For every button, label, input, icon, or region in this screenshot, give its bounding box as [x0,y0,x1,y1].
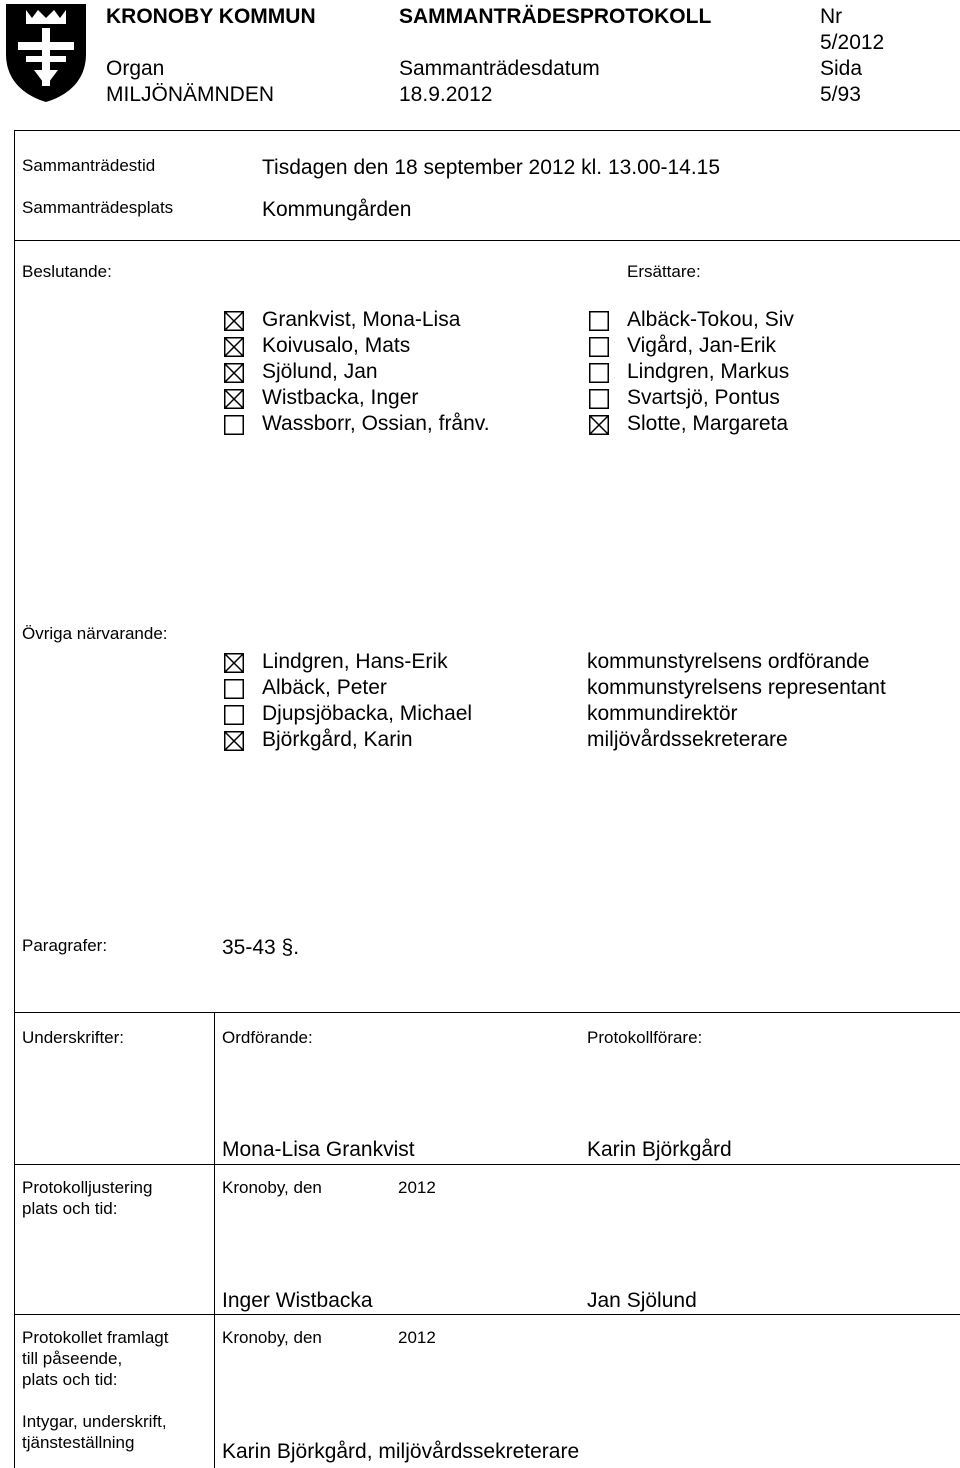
adjuster-2-name: Jan Sjölund [587,1289,697,1312]
adjust-divider [14,1164,960,1165]
meeting-time-label: Sammanträdestid [22,156,156,175]
public-label-line3: plats och tid: [22,1370,118,1389]
public-year: 2012 [398,1328,436,1347]
others-name: Djupsjöbacka, Michael [262,702,473,725]
coat-of-arms-logo-icon [4,2,88,104]
cert-label-line1: Intygar, underskrift, [22,1412,167,1431]
signatures-label: Underskrifter: [22,1028,125,1047]
public-place: Kronoby, den [222,1328,322,1347]
deciders-name: Grankvist, Mona-Lisa [262,308,461,331]
checked-box-icon [224,337,244,357]
substitutes-name: Lindgren, Markus [627,360,790,383]
public-label-line1: Protokollet framlagt [22,1328,169,1347]
unchecked-box-icon [589,363,609,383]
meeting-place-label: Sammanträdesplats [22,198,174,217]
signatures-column-divider [214,1012,215,1468]
others-role: kommunstyrelsens representant [587,676,886,699]
substitutes-label: Ersättare: [627,262,701,281]
unchecked-box-icon [224,679,244,699]
checked-box-icon [589,415,609,435]
checked-box-icon [224,363,244,383]
substitutes-name: Vigård, Jan-Erik [627,334,777,357]
meeting-divider [14,240,960,241]
adjuster-1-name: Inger Wistbacka [222,1289,373,1312]
checked-box-icon [224,653,244,673]
adjust-label-line1: Protokolljustering [22,1178,153,1197]
checked-box-icon [224,731,244,751]
unchecked-box-icon [589,389,609,409]
chair-name: Mona-Lisa Grankvist [222,1138,415,1161]
meeting-place-value: Kommungården [262,198,412,221]
others-role: kommundirektör [587,702,738,725]
unchecked-box-icon [224,415,244,435]
document-type: SAMMANTRÄDESPROTOKOLL [399,5,712,28]
organ-label: Organ [106,57,165,80]
date-value: 18.9.2012 [399,83,493,106]
adjust-year: 2012 [398,1178,436,1197]
others-name: Albäck, Peter [262,676,387,699]
substitutes-name: Albäck-Tokou, Siv [627,308,794,331]
secretary-name: Karin Björkgård [587,1138,732,1161]
municipality-name: KRONOBY KOMMUN [106,5,316,28]
chair-label: Ordförande: [222,1028,313,1047]
deciders-label: Beslutande: [22,262,112,281]
unchecked-box-icon [589,311,609,331]
adjust-place: Kronoby, den [222,1178,322,1197]
date-label: Sammanträdesdatum [399,57,600,80]
others-name: Lindgren, Hans-Erik [262,650,448,673]
unchecked-box-icon [589,337,609,357]
header-divider [14,130,960,131]
unchecked-box-icon [224,705,244,725]
nr-label: Nr [820,5,843,28]
meeting-time-value: Tisdagen den 18 september 2012 kl. 13.00-14.15 [262,156,721,179]
others-label: Övriga närvarande: [22,624,168,643]
paragraphs-label: Paragrafer: [22,936,108,955]
signatures-divider [14,1012,960,1013]
public-divider [14,1314,960,1315]
substitutes-name: Slotte, Margareta [627,412,789,435]
others-name: Björkgård, Karin [262,728,413,751]
checked-box-icon [224,311,244,331]
others-role: miljövårdssekreterare [587,728,788,751]
adjust-label-line2: plats och tid: [22,1199,118,1218]
checked-box-icon [224,389,244,409]
cert-value: Karin Björkgård, miljövårdssekreterare [222,1440,580,1463]
organ-value: MILJÖNÄMNDEN [106,83,275,106]
nr-value: 5/2012 [820,31,885,54]
secretary-label: Protokollförare: [587,1028,703,1047]
paragraphs-value: 35-43 §. [222,936,300,959]
deciders-name: Sjölund, Jan [262,360,378,383]
left-border [14,130,15,1468]
page-label: Sida [820,57,863,80]
public-label-line2: till påseende, [22,1349,123,1368]
deciders-name: Wistbacka, Inger [262,386,419,409]
others-role: kommunstyrelsens ordförande [587,650,870,673]
substitutes-name: Svartsjö, Pontus [627,386,780,409]
cert-label-line2: tjänsteställning [22,1433,135,1452]
deciders-name: Wassborr, Ossian, frånv. [262,412,490,435]
deciders-name: Koivusalo, Mats [262,334,411,357]
page-value: 5/93 [820,83,861,106]
